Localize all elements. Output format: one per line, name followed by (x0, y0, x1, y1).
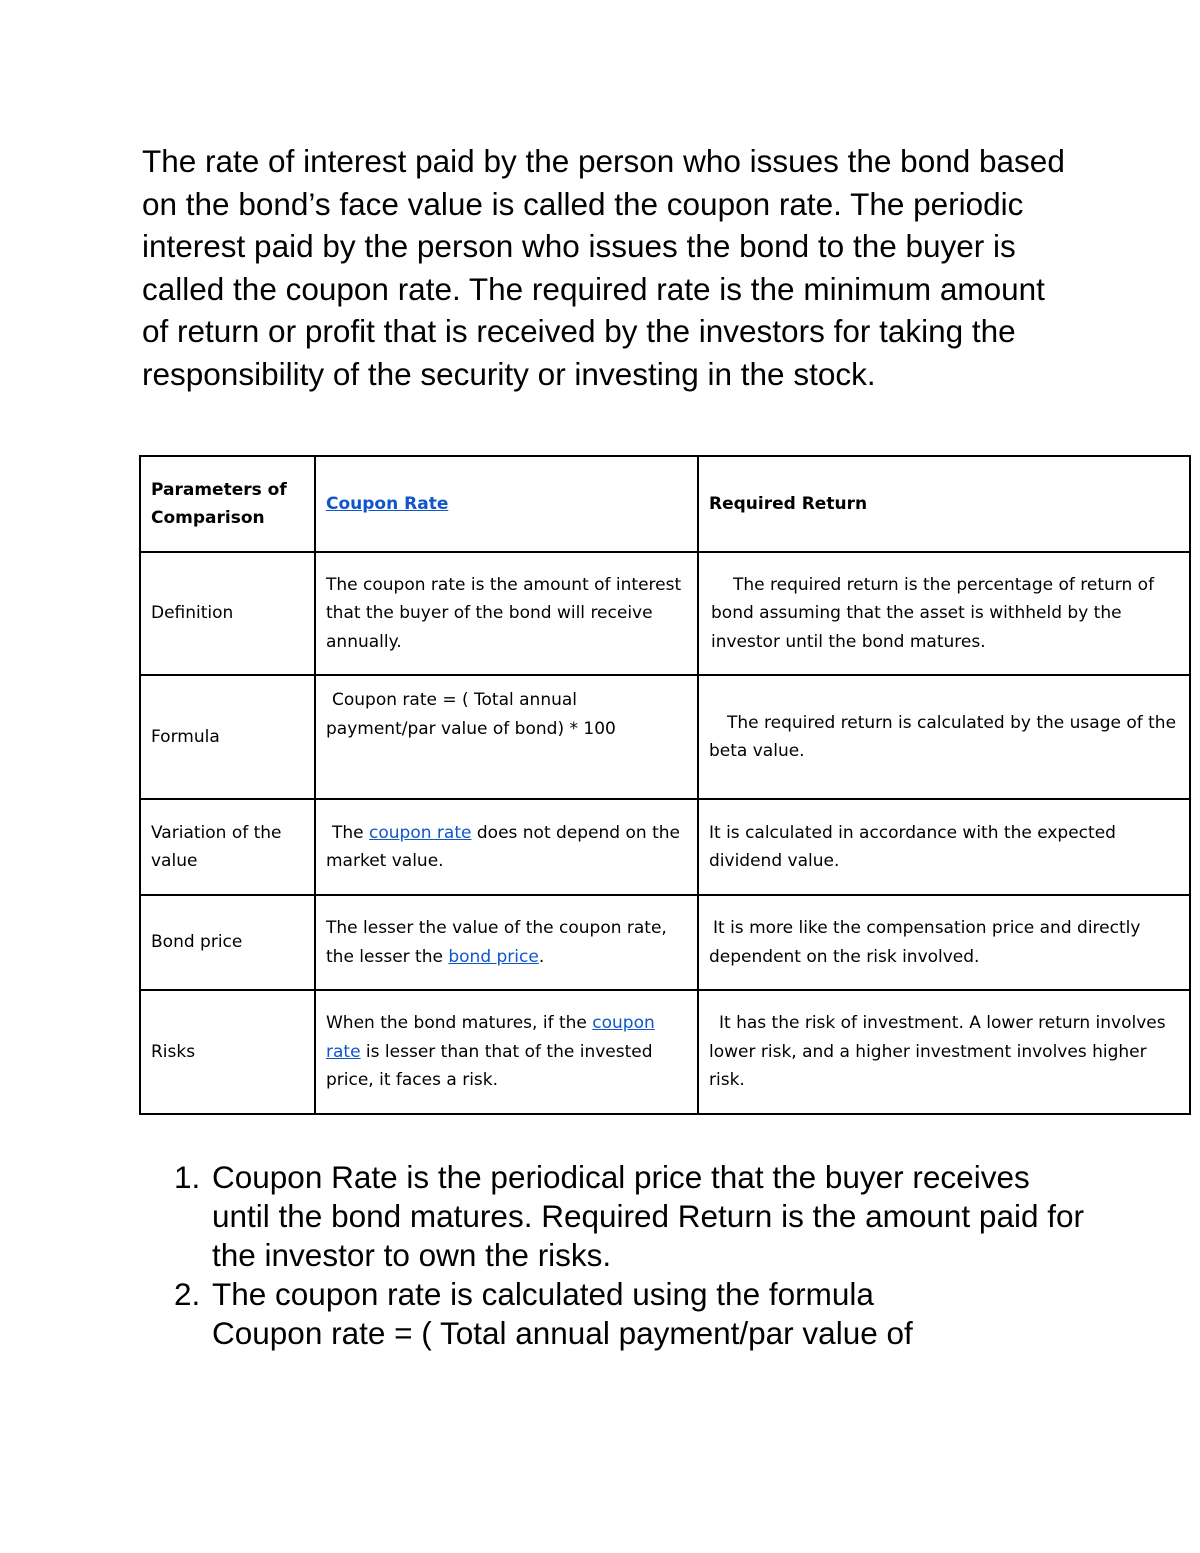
cell-variation-param: Variation of the value (140, 799, 315, 895)
variation-coupon-text-start: The (332, 822, 370, 843)
list-number: 1. (174, 1159, 201, 1195)
cell-definition-required: The required return is the percentage of return of bond assuming that the asset is withheld by the investor until the bond matures. (698, 552, 1190, 675)
header-parameters: Parameters of Comparison (140, 456, 315, 552)
list-item-text-line2: Coupon rate = ( Total annual payment/par value of (212, 1315, 913, 1351)
cell-variation-coupon (315, 799, 698, 895)
header-required-return: Required Return (698, 456, 1190, 552)
variation-coupon-text-end: does not depend on the market value. (326, 822, 680, 871)
list-number: 2. (174, 1276, 201, 1312)
table-row-formula (140, 675, 1190, 799)
bond-price-coupon-text-end: . (538, 946, 545, 967)
cell-risks-required: It has the risk of investment. A lower return involves lower risk, and a higher investment involves higher risk. (698, 990, 1190, 1114)
list-item (174, 1275, 1092, 1353)
list-item-text-line1: The coupon rate is calculated using the formula (212, 1276, 874, 1312)
coupon-rate-link[interactable]: coupon rate (369, 822, 472, 843)
coupon-rate-header-link[interactable]: Coupon Rate (326, 493, 449, 514)
cell-risks-param: Risks (140, 990, 315, 1114)
table-header-row (140, 456, 1190, 552)
cell-variation-required: It is calculated in accordance with the expected dividend value. (698, 799, 1190, 895)
header-coupon-rate (315, 456, 698, 552)
cell-formula-coupon: Coupon rate = ( Total annual payment/par value of bond) * 100 (315, 675, 698, 799)
risks-coupon-rate-link[interactable]: coupon rate (326, 1013, 655, 1062)
intro-paragraph: The rate of interest paid by the person who issues the bond based on the bond’s face value is called the coupon rate. The periodic interest paid by the person who issues the bond to the buyer is called the coupon rate. The required rate is the minimum amount of return or profit that is received by the investors for taking the responsibility of the security or investing in the stock. (142, 143, 1065, 392)
cell-risks-coupon (315, 990, 698, 1114)
cell-definition-param: Definition (140, 552, 315, 675)
risks-coupon-text-end: is lesser than that of the invested price, it faces a risk. (326, 1041, 653, 1091)
table-row-bond-price (140, 895, 1190, 990)
summary-list (174, 1158, 1092, 1353)
list-item-text: Coupon Rate is the periodical price that the buyer receives until the bond matures. Required Return is the amount paid for the investor to own the risks. (212, 1159, 1085, 1273)
cell-definition-coupon: The coupon rate is the amount of interest that the buyer of the bond will receive annually. (315, 552, 698, 675)
bond-price-link[interactable]: bond price (448, 946, 539, 967)
comparison-table (139, 455, 1191, 1115)
bond-price-coupon-text-start: The lesser the value of the coupon rate, the lesser the (326, 918, 667, 967)
cell-formula-required: The required return is calculated by the usage of the beta value. (698, 675, 1190, 799)
table-row-risks (140, 990, 1190, 1114)
table-row-variation (140, 799, 1190, 895)
table-row-definition (140, 552, 1190, 675)
cell-bond-price-required: It is more like the compensation price and directly dependent on the risk involved. (698, 895, 1190, 990)
risks-coupon-text-start: When the bond matures, if the (326, 1013, 593, 1034)
list-item (174, 1158, 1092, 1275)
cell-bond-price-coupon (315, 895, 698, 990)
cell-formula-param: Formula (140, 675, 315, 799)
cell-bond-price-param: Bond price (140, 895, 315, 990)
